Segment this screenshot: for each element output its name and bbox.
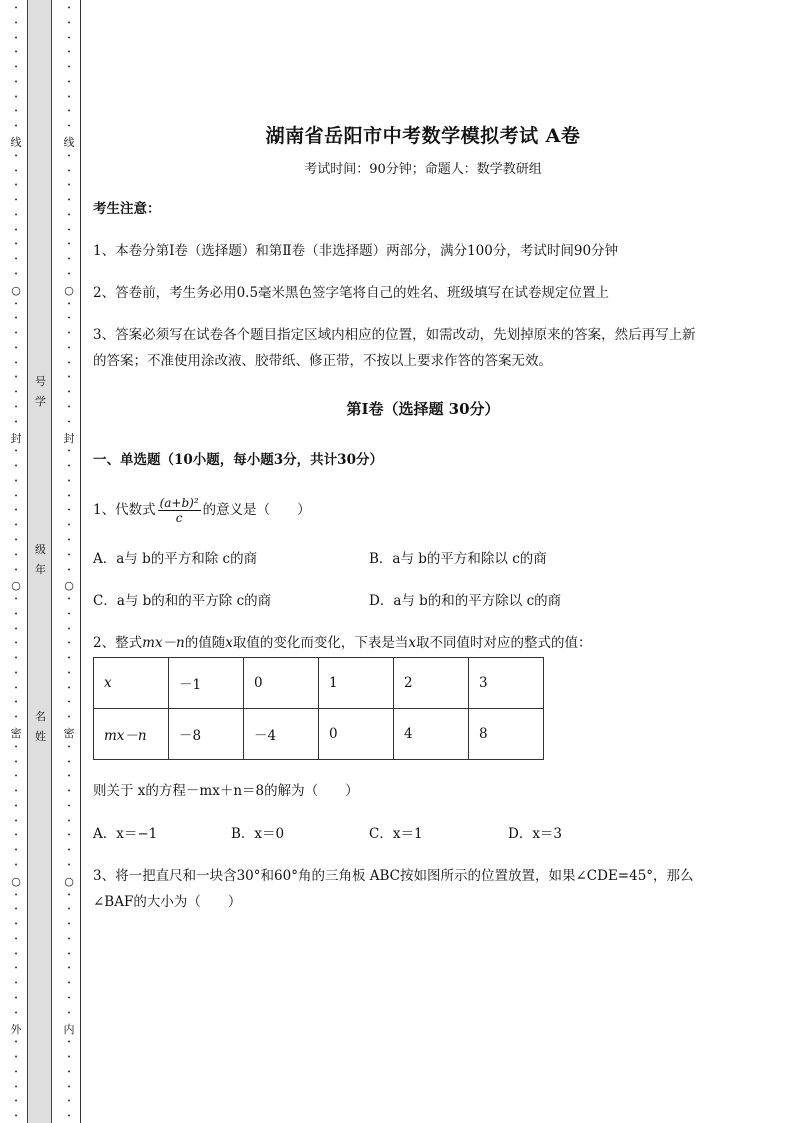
outer-cut-line <box>10 0 22 1123</box>
cut-line-dot: • <box>14 78 18 86</box>
cut-line-dot: • <box>14 1098 18 1106</box>
q1-fraction <box>158 496 201 525</box>
cut-line-dot: • <box>14 226 18 234</box>
q2-expression: mx－n <box>142 635 185 651</box>
cut-line-dot: • <box>67 1113 71 1121</box>
notice-item-2: 2、答卷前，考生务必用0.5毫米黑色签字笔将自己的姓名、班级填写在试卷规定位置上 <box>93 285 610 301</box>
table-cell: mx－n <box>94 709 169 760</box>
cut-line-dot: • <box>67 374 71 382</box>
cut-line-dot: • <box>14 625 18 633</box>
q1-suffix: 的意义是（ ） <box>202 502 311 518</box>
q1-option-d: D．a与 b的和的平方除以 c的商 <box>369 593 562 609</box>
q2-stem-part: 取不同值时对应的整式的值： <box>415 635 592 651</box>
cut-line-dot: • <box>14 300 18 308</box>
cut-line-dot: • <box>14 19 18 27</box>
cut-line-dot: • <box>14 315 18 323</box>
cut-line-dot: • <box>14 1083 18 1091</box>
cut-line-dot: • <box>67 551 71 559</box>
cut-line-dot: • <box>67 802 71 810</box>
cut-line-dot: • <box>14 802 18 810</box>
q2-follow-up: 则关于 x的方程－mx＋n＝8的解为（ ） <box>93 783 359 799</box>
cut-line-dot: • <box>67 492 71 500</box>
cut-line-dot: • <box>14 34 18 42</box>
question-3-line-1: 3、将一把直尺和一块含30°和60°角的三角板 ABC按如图所示的位置放置，如果∠CDE=45°，那么 <box>93 868 694 884</box>
cut-line-mark: 封 <box>10 431 22 445</box>
cut-line-dot: • <box>67 167 71 175</box>
cut-line-mark: ○ <box>11 874 21 888</box>
cut-line-dot: • <box>67 935 71 943</box>
q2-option-b: B．x＝0 <box>231 826 285 842</box>
cut-line-dot: • <box>67 182 71 190</box>
cut-line-mark: ○ <box>64 283 74 297</box>
cut-line-dot: • <box>67 389 71 397</box>
cut-line-dot: • <box>14 330 18 338</box>
cut-line-dot: • <box>14 788 18 796</box>
inner-cut-line <box>63 0 75 1123</box>
cut-line-dot: • <box>14 152 18 160</box>
cut-line-dot: • <box>67 5 71 12</box>
cut-line-dot: • <box>14 906 18 914</box>
exam-title: 湖南省岳阳市中考数学模拟考试 A卷 <box>265 125 581 147</box>
notice-item-3-line-1: 3、答案必须写在试卷各个题目指定区域内相应的位置，如需改动，先划掉原来的答案，然后再写上新 <box>93 327 696 343</box>
cut-line-dot: • <box>14 980 18 988</box>
cut-line-dot: • <box>14 492 18 500</box>
cut-line-dot: • <box>67 1083 71 1091</box>
cut-line-dot: • <box>14 536 18 544</box>
cut-line-dot: • <box>67 93 71 101</box>
q1-numerator: (a+b)² <box>159 496 199 510</box>
cut-line-dot: • <box>67 418 71 426</box>
table-cell: 0 <box>319 709 394 760</box>
cut-line-dot: • <box>67 1009 71 1017</box>
table-cell: 8 <box>469 709 544 760</box>
q1-denominator: c <box>175 511 183 525</box>
cut-line-dot: • <box>14 1068 18 1076</box>
cut-line-dot: • <box>14 167 18 175</box>
cut-line-dot: • <box>14 566 18 574</box>
cut-line-dot: • <box>14 1039 18 1047</box>
cut-line-mark: 密 <box>63 727 75 741</box>
table-row <box>94 658 544 709</box>
band-label: 年 <box>35 563 46 576</box>
cut-line-dot: • <box>67 270 71 278</box>
cut-line-dot: • <box>67 197 71 205</box>
cut-line-dot: • <box>67 330 71 338</box>
cut-line-dot: • <box>67 921 71 929</box>
cut-line-dot: • <box>14 699 18 707</box>
question-1-stem <box>93 494 311 526</box>
student-info-band <box>27 0 52 1123</box>
cut-line-dot: • <box>67 1039 71 1047</box>
q1-option-b: B．a与 b的平方和除以 c的商 <box>369 551 547 567</box>
cut-line-dot: • <box>67 862 71 870</box>
cut-line-dot: • <box>67 34 71 42</box>
table-cell: －1 <box>169 658 244 709</box>
cut-line-dot: • <box>14 640 18 648</box>
cut-line-dot: • <box>14 211 18 219</box>
cut-line-dot: • <box>14 758 18 766</box>
cut-line-dot: • <box>14 1113 18 1121</box>
cut-line-dot: • <box>14 5 18 12</box>
cut-line-dot: • <box>67 1054 71 1062</box>
exam-subtitle: 考试时间：90分钟；命题人：数学教研组 <box>304 162 542 177</box>
cut-line-mark: 密 <box>10 727 22 741</box>
question-3-line-2: ∠BAF的大小为（ ） <box>93 894 242 910</box>
cut-line-mark: 封 <box>63 431 75 445</box>
cut-line-dot: • <box>67 108 71 116</box>
cut-line-dot: • <box>14 832 18 840</box>
cut-line-dot: • <box>67 344 71 352</box>
cut-line-dot: • <box>14 935 18 943</box>
cut-line-dot: • <box>67 995 71 1002</box>
cut-line-dot: • <box>67 359 71 367</box>
cut-line-dot: • <box>14 950 18 958</box>
band-label: 名 <box>35 710 46 723</box>
cut-line-dot: • <box>67 123 71 131</box>
cut-line-dot: • <box>14 93 18 101</box>
q2-stem-part: 取值的变化而变化，下表是当 <box>232 635 409 651</box>
cut-line-dot: • <box>14 995 18 1002</box>
cut-line-dot: • <box>14 182 18 190</box>
cut-line-dot: • <box>14 344 18 352</box>
table-cell: 2 <box>394 658 469 709</box>
cut-line-dot: • <box>67 1068 71 1076</box>
cut-line-dot: • <box>67 788 71 796</box>
band-label: 号 <box>35 375 46 388</box>
table-cell: －4 <box>244 709 319 760</box>
cut-line-dot: • <box>14 551 18 559</box>
cut-line-dot: • <box>67 773 71 781</box>
cut-line-dot: • <box>14 817 18 825</box>
q2-variable: x <box>225 635 233 651</box>
cut-line-dot: • <box>67 1098 71 1106</box>
q2-option-a: A．x＝−1 <box>93 826 158 842</box>
cut-line-dot: • <box>14 921 18 929</box>
cut-line-dot: • <box>14 1054 18 1062</box>
cut-line-dot: • <box>14 773 18 781</box>
cut-line-dot: • <box>67 640 71 648</box>
cut-line-mark: 线 <box>63 135 75 149</box>
cut-line-dot: • <box>14 418 18 426</box>
q2-stem-part: 2、整式 <box>93 635 143 651</box>
cut-line-dot: • <box>67 300 71 308</box>
cut-line-dot: • <box>14 270 18 278</box>
cut-line-dot: • <box>67 463 71 471</box>
q2-option-d: D．x＝3 <box>508 826 563 842</box>
q2-variable: x <box>408 635 416 651</box>
cut-line-dot: • <box>67 817 71 825</box>
notice-heading: 考生注意： <box>93 201 161 217</box>
cut-line-mark: ○ <box>11 283 21 297</box>
q2-option-c: C．x＝1 <box>369 826 423 842</box>
cut-line-dot: • <box>67 566 71 574</box>
cut-line-dot: • <box>67 536 71 544</box>
cut-line-dot: • <box>67 448 71 456</box>
cut-line-dot: • <box>67 758 71 766</box>
cut-line-dot: • <box>14 108 18 116</box>
cut-line-dot: • <box>67 980 71 988</box>
table-cell: x <box>94 658 169 709</box>
cut-line-dot: • <box>67 669 71 677</box>
cut-line-dot: • <box>14 714 18 722</box>
cut-line-dot: • <box>14 241 18 249</box>
cut-line-dot: • <box>67 743 71 751</box>
cut-line-dot: • <box>67 832 71 840</box>
cut-line-dot: • <box>14 507 18 515</box>
cut-line-dot: • <box>67 906 71 914</box>
part-1-title: 第Ⅰ卷（选择题 30分） <box>346 400 500 418</box>
cut-line-dot: • <box>14 463 18 471</box>
cut-line-mark: 外 <box>10 1022 22 1036</box>
cut-line-dot: • <box>67 226 71 234</box>
cut-line-dot: • <box>67 78 71 86</box>
cut-line-dot: • <box>14 743 18 751</box>
cut-line-mark: 内 <box>63 1022 75 1036</box>
cut-line-dot: • <box>14 403 18 411</box>
cut-line-dot: • <box>67 965 71 973</box>
cut-line-dot: • <box>14 669 18 677</box>
cut-line-dot: • <box>14 256 18 264</box>
cut-line-dot: • <box>14 197 18 205</box>
cut-line-dot: • <box>67 19 71 27</box>
cut-line-dot: • <box>67 507 71 515</box>
cut-line-dot: • <box>14 448 18 456</box>
cut-line-dot: • <box>14 596 18 604</box>
cut-line-dot: • <box>67 684 71 692</box>
band-label: 学 <box>35 395 46 408</box>
cut-line-dot: • <box>14 522 18 530</box>
cut-line-dot: • <box>67 315 71 323</box>
cut-line-dot: • <box>14 862 18 870</box>
cut-line-dot: • <box>67 241 71 249</box>
cut-line-dot: • <box>67 152 71 160</box>
q2-stem-part: 的值随 <box>184 635 226 651</box>
q2-value-table <box>93 657 544 760</box>
cut-line-dot: • <box>67 64 71 72</box>
cut-line-dot: • <box>14 359 18 367</box>
cut-line-dot: • <box>67 610 71 618</box>
cut-line-dot: • <box>67 714 71 722</box>
q1-option-a: A．a与 b的平方和除 c的商 <box>93 551 258 567</box>
section-heading: 一、单选题（10小题，每小题3分，共计30分） <box>93 452 383 468</box>
cut-line-dot: • <box>14 49 18 57</box>
notice-item-3-line-2: 的答案；不准使用涂改液、胶带纸、修正带，不按以上要求作答的答案无效。 <box>93 353 552 369</box>
cut-line-dot: • <box>67 891 71 899</box>
table-cell: －8 <box>169 709 244 760</box>
cut-line-dot: • <box>14 610 18 618</box>
cut-line-dot: • <box>67 256 71 264</box>
cut-line-dot: • <box>67 699 71 707</box>
margin-rule <box>80 0 81 1123</box>
cut-line-dot: • <box>14 123 18 131</box>
band-label: 姓 <box>35 730 46 743</box>
cut-line-dot: • <box>14 477 18 485</box>
cut-line-dot: • <box>67 49 71 57</box>
cut-line-dot: • <box>14 684 18 692</box>
cut-line-mark: ○ <box>64 874 74 888</box>
q1-prefix: 1、代数式 <box>93 502 156 518</box>
cut-line-dot: • <box>67 655 71 663</box>
cut-line-dot: • <box>67 211 71 219</box>
table-row <box>94 709 544 760</box>
band-label: 级 <box>35 543 46 556</box>
cut-line-mark: 线 <box>10 135 22 149</box>
binding-margin <box>0 0 90 1123</box>
cut-line-mark: ○ <box>11 579 21 593</box>
cut-line-dot: • <box>67 847 71 855</box>
cut-line-dot: • <box>14 1009 18 1017</box>
table-cell: 3 <box>469 658 544 709</box>
cut-line-dot: • <box>14 655 18 663</box>
cut-line-dot: • <box>14 891 18 899</box>
cut-line-dot: • <box>67 596 71 604</box>
table-cell: 4 <box>394 709 469 760</box>
cut-line-dot: • <box>14 847 18 855</box>
cut-line-dot: • <box>67 950 71 958</box>
cut-line-dot: • <box>67 477 71 485</box>
notice-item-1: 1、本卷分第Ⅰ卷（选择题）和第Ⅱ卷（非选择题）两部分，满分100分，考试时间90分钟 <box>93 243 619 259</box>
table-cell: 1 <box>319 658 394 709</box>
cut-line-dot: • <box>14 374 18 382</box>
cut-line-dot: • <box>14 965 18 973</box>
table-cell: 0 <box>244 658 319 709</box>
cut-line-dot: • <box>67 403 71 411</box>
cut-line-dot: • <box>67 625 71 633</box>
cut-line-mark: ○ <box>64 579 74 593</box>
cut-line-dot: • <box>67 522 71 530</box>
cut-line-dot: • <box>14 389 18 397</box>
question-2-stem <box>93 630 591 656</box>
q1-option-c: C．a与 b的和的平方除 c的商 <box>93 593 272 609</box>
cut-line-dot: • <box>14 64 18 72</box>
